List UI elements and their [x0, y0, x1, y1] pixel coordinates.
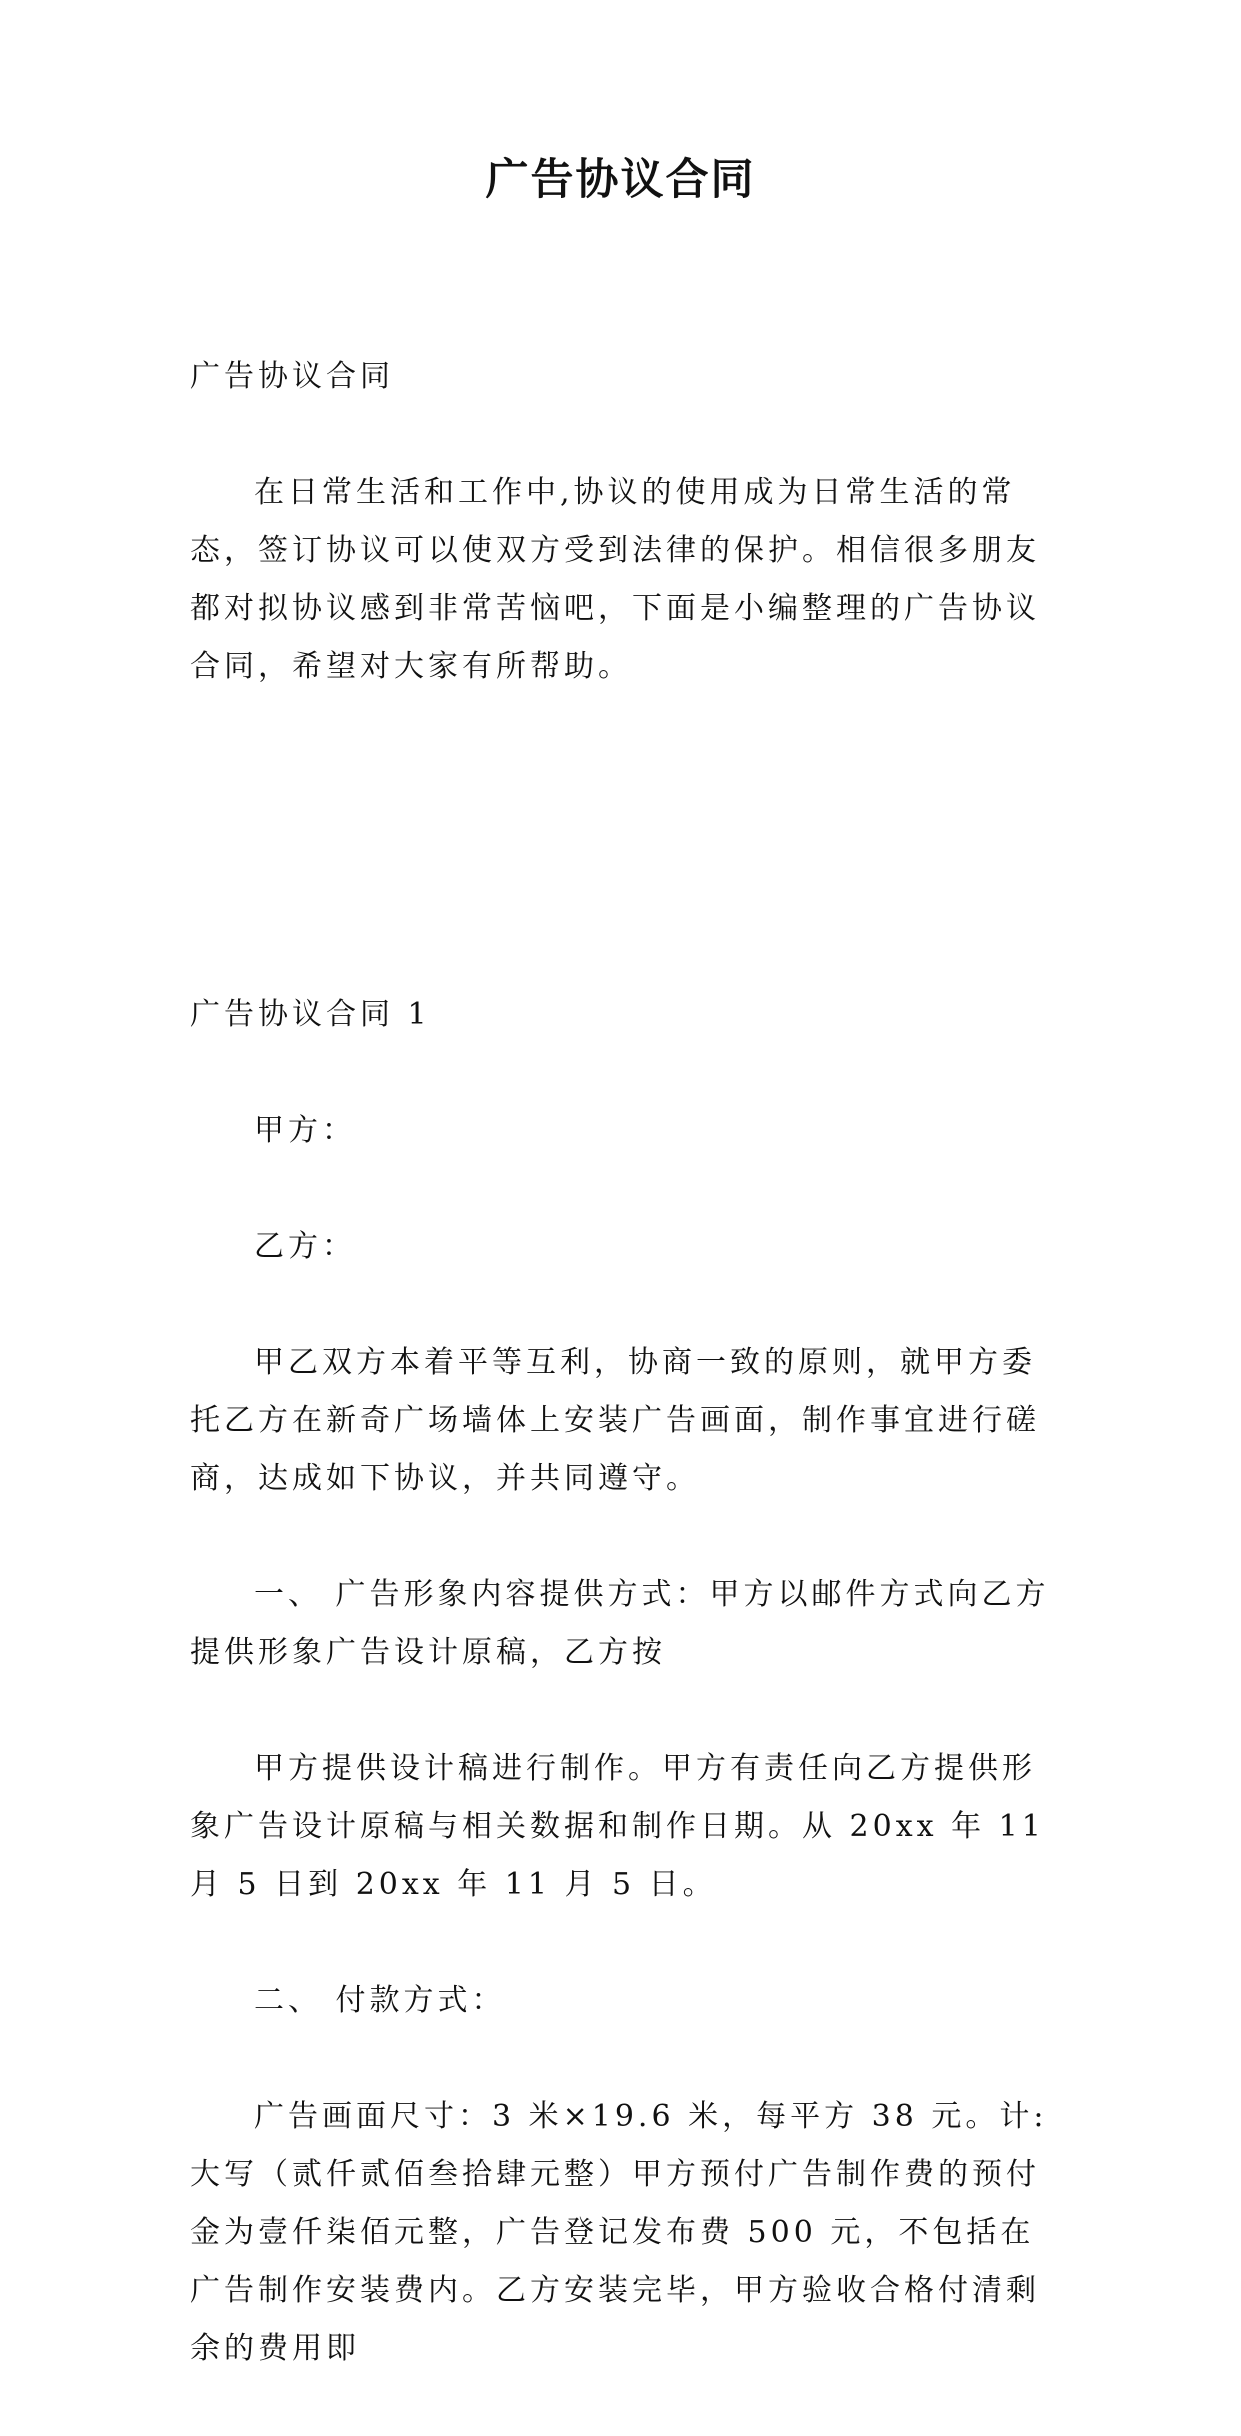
party-a-line: 甲方： [254, 1113, 356, 1148]
section-heading: 广告协议合同 1 [190, 997, 431, 1032]
party-b-line: 乙方： [254, 1229, 356, 1264]
intro-heading: 广告协议合同 [190, 359, 394, 394]
clause-1: 一、 广告形象内容提供方式：甲方以邮件方式向乙方提供形象广告设计原稿，乙方按 [190, 1577, 1050, 1670]
document-title: 广告协议合同 [485, 155, 756, 205]
paragraph-gap [190, 812, 1050, 870]
paragraph-2: 甲方提供设计稿进行制作。甲方有责任向乙方提供形象广告设计原稿与相关数据和制作日期。从 20xx 年 11 月 5 日到 20xx 年 11 月 5 日。 [190, 1751, 1045, 1902]
document-body [190, 290, 1050, 2436]
intro-paragraph: 在日常生活和工作中,协议的使用成为日常生活的常态，签订协议可以使双方受到法律的保护。相信很多朋友都对拟协议感到非常苦恼吧，下面是小编整理的广告协议合同，希望对大家有所帮助。 [190, 475, 1040, 684]
paragraph-3: 广告画面尺寸：3 米×19.6 米，每平方 38 元。计:大写（贰仟贰佰叁拾肆元整）甲方预付广告制作费的预付金为壹仟柒佰元整，广告登记发布费 500 元，不包括在广告制作安装费内。乙方安装完毕，甲方验收合格付清剩余的费用即 [190, 2099, 1048, 2366]
clause-2: 二、 付款方式： [254, 1983, 506, 2018]
paragraph-1: 甲乙双方本着平等互利，协商一致的原则，就甲方委托乙方在新奇广场墙体上安装广告画面，制作事宜进行磋商，达成如下协议，并共同遵守。 [190, 1345, 1040, 1496]
